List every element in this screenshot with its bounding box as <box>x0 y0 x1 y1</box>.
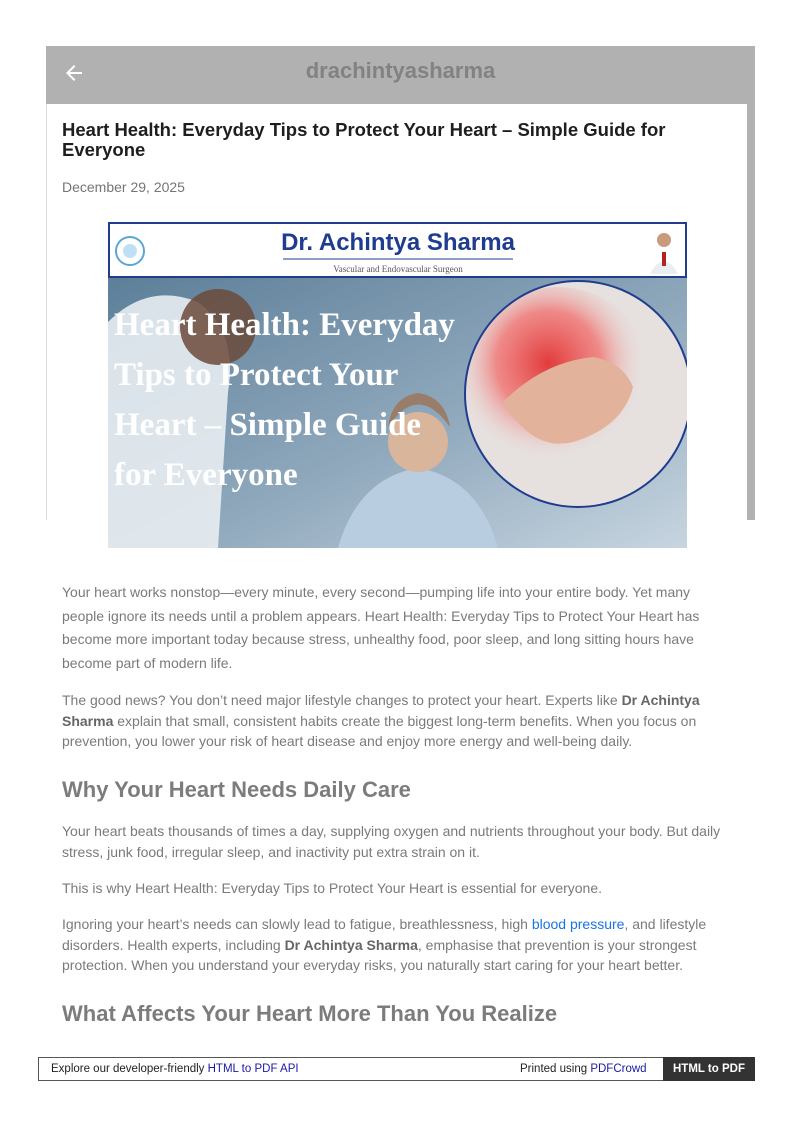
risks-paragraph: Ignoring your heart’s needs can slowly lead to fatigue, breathlessness, high blood pressure, and lifestyle disorders. Health experts, including Dr Achintya Sharma, emphasise that prevention is your strongest protection. When you understand your everyday risks, you naturally start caring for your heart better. <box>62 916 707 973</box>
expert-name: Dr Achintya Sharma <box>62 692 700 729</box>
pdf-footer-bar <box>38 1057 755 1081</box>
post-date: December 29, 2025 <box>62 179 185 195</box>
html-to-pdf-api-link[interactable]: HTML to PDF API <box>207 1063 299 1075</box>
essential-paragraph: This is why Heart Health: Everyday Tips to Protect Your Heart is essential for everyone. <box>62 880 603 896</box>
hero-brand-subtitle: Vascular and Endovascular Surgeon <box>333 264 463 274</box>
hero-headline-line-1: Heart Health: Everyday <box>114 307 455 343</box>
footer-printed-using: Printed using PDFCrowd <box>520 1063 647 1075</box>
section-heading-affects: What Affects Your Heart More Than You Realize <box>62 1001 558 1026</box>
post-title: Heart Health: Everyday Tips to Protect Your Heart – Simple Guide for Everyone <box>62 119 666 160</box>
pdfcrowd-link[interactable]: PDFCrowd <box>590 1063 647 1075</box>
second-paragraph: The good news? You don’t need major lifestyle changes to protect your heart. Experts like Dr Achintya Sharma explain that small, consistent habits create the biggest long-term benefits. When you focus on prevention, you lower your risk of heart disease and enjoy more energy and well-being daily. <box>62 692 700 749</box>
section-heading-daily-care: Why Your Heart Needs Daily Care <box>62 777 411 802</box>
expert-name-2: Dr Achintya Sharma <box>284 936 418 953</box>
hero-brand-name: Dr. Achintya Sharma <box>281 229 515 256</box>
hero-headline-line-2: Tips to Protect Your <box>114 357 398 393</box>
site-title[interactable]: drachintyasharma <box>305 58 496 83</box>
top-app-bar <box>46 46 755 104</box>
daily-care-paragraph: Your heart beats thousands of times a day, supplying oxygen and nutrients throughout your body. But daily stress, junk food, irregular sleep, and inactivity put extra strain on it. <box>62 823 721 860</box>
hero-headline-line-4: for Everyone <box>114 457 298 493</box>
blood-pressure-link[interactable]: blood pressure <box>531 916 625 932</box>
hero-image <box>108 222 687 548</box>
scrollbar-track <box>747 104 755 520</box>
content-border <box>46 104 47 520</box>
hero-headline-line-3: Heart – Simple Guide <box>114 407 422 443</box>
intro-paragraph: Your heart works nonstop—every minute, every second—pumping life into your entire body. Yet many people ignore its needs until a problem appears. Heart Health: Everyday Tips to Protect Your Heart has become more important today because stress, unhealthy food, poor sleep, and long sitting hours have become part of modern life. <box>62 584 700 671</box>
footer-promo: Explore our developer-friendly HTML to PDF API <box>51 1063 299 1075</box>
html-to-pdf-button[interactable]: HTML to PDF <box>663 1057 755 1081</box>
clinic-logo-icon <box>116 237 144 265</box>
